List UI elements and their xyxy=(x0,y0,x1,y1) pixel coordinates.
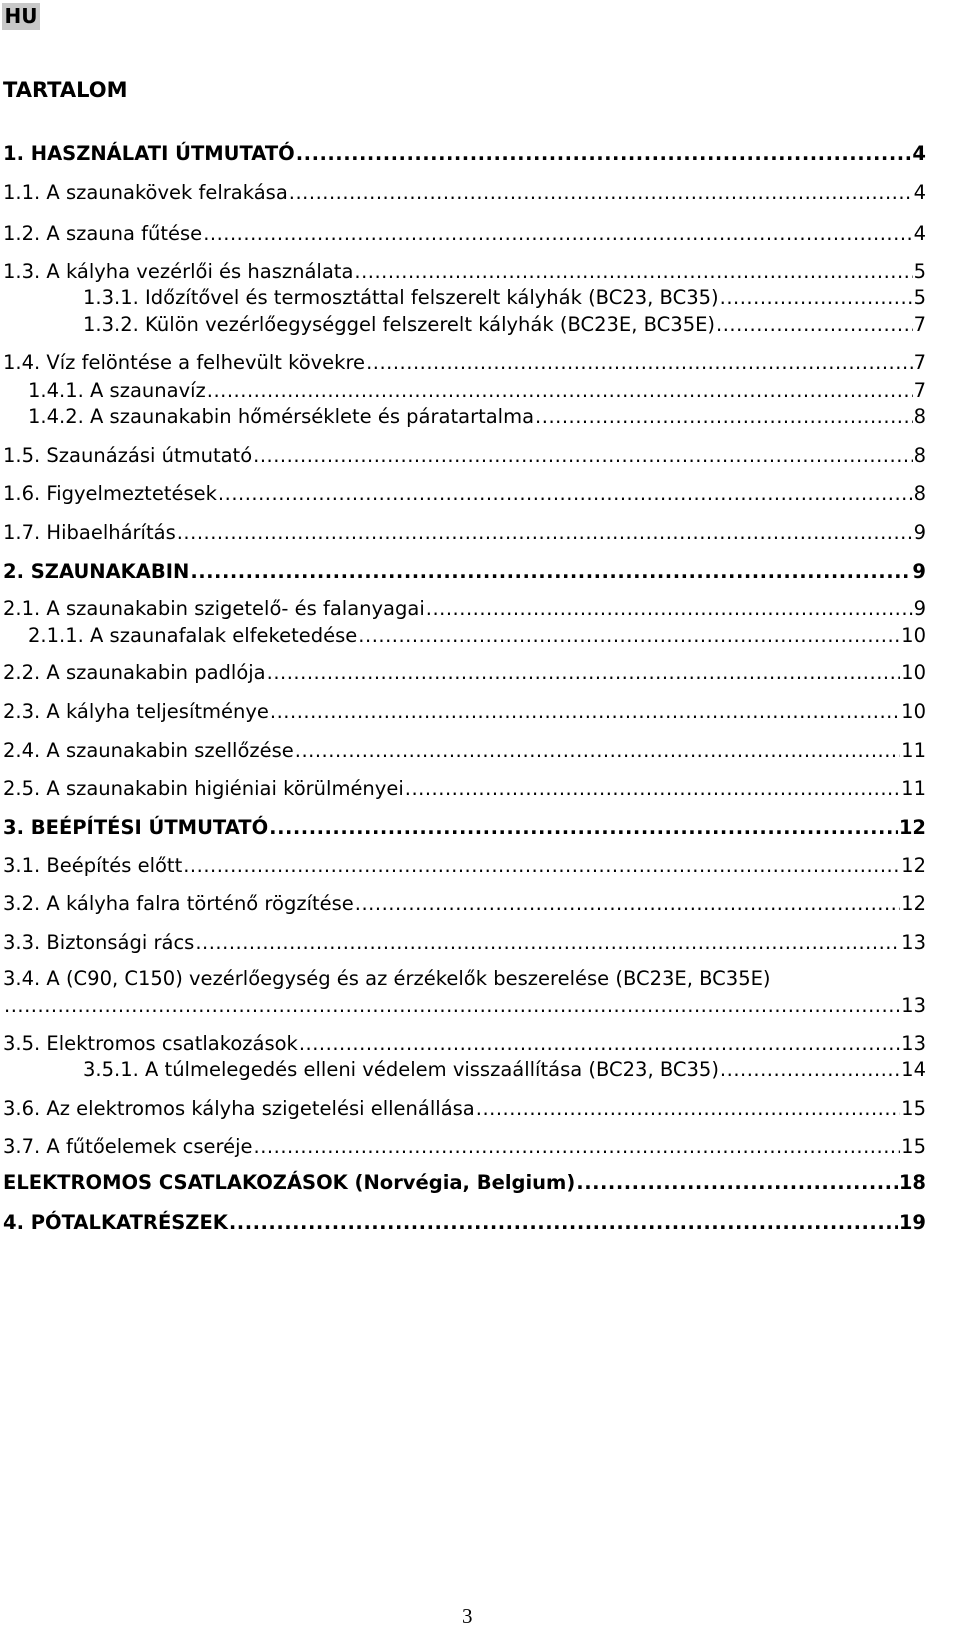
toc-entry-label: 3.5. Elektromos csatlakozások xyxy=(3,1032,298,1055)
toc-entry-label: 3.5.1. A túlmelegedés elleni védelem visszaállítása (BC23, BC35) xyxy=(83,1058,719,1081)
language-badge: HU xyxy=(2,3,40,30)
toc-entry-page: 13 xyxy=(901,1032,926,1055)
toc-entry-label: 1.4. Víz felöntése a felhevült kövekre xyxy=(3,351,366,374)
toc-entry-page: 4 xyxy=(913,181,926,204)
toc-entry-label: ELEKTROMOS CSATLAKOZÁSOK (Norvégia, Belgium) xyxy=(3,1171,576,1194)
toc-entry[interactable] xyxy=(3,776,926,802)
toc-entry-page: 9 xyxy=(913,521,926,544)
toc-entry[interactable] xyxy=(3,141,926,167)
toc-leader-dots xyxy=(426,596,913,622)
toc-entry[interactable] xyxy=(3,738,926,764)
toc-entry[interactable] xyxy=(3,481,926,507)
toc-entry-page: 12 xyxy=(901,892,926,915)
toc-entry-page: 4 xyxy=(913,222,926,245)
toc-entry[interactable] xyxy=(3,1134,926,1160)
toc-entry-page: 9 xyxy=(912,560,926,583)
toc-leader-dots xyxy=(355,891,900,917)
toc-entry-label: 3.7. A fűtőelemek cseréje xyxy=(3,1135,253,1158)
toc-leader-dots xyxy=(720,1057,900,1083)
toc-leader-dots xyxy=(476,1096,900,1122)
toc-entry-page: 10 xyxy=(901,700,926,723)
toc-entry[interactable] xyxy=(3,891,926,917)
toc-entry-page: 18 xyxy=(898,1171,926,1194)
toc-entry-page: 14 xyxy=(901,1058,926,1081)
toc-entry-page: 5 xyxy=(913,260,926,283)
toc-leader-dots xyxy=(535,404,913,430)
toc-leader-dots xyxy=(720,285,913,311)
toc-entry[interactable] xyxy=(28,404,926,430)
toc-entry-page: 15 xyxy=(901,1135,926,1158)
toc-leader-dots xyxy=(177,520,913,546)
toc-entry-label: 1.7. Hibaelhárítás xyxy=(3,521,176,544)
toc-leader-dots xyxy=(299,1031,900,1057)
toc-leader-dots xyxy=(716,312,913,338)
toc-entry[interactable] xyxy=(3,1210,926,1236)
toc-leader-dots xyxy=(576,1170,898,1196)
page-number: 3 xyxy=(462,1604,473,1628)
toc-entry-page: 8 xyxy=(913,405,926,428)
toc-entry-label: 2.1.1. A szaunafalak elfeketedése xyxy=(28,624,358,647)
toc-entry[interactable] xyxy=(3,221,926,247)
toc-entry[interactable] xyxy=(3,350,926,376)
toc-entry-label: 3.2. A kályha falra történő rögzítése xyxy=(3,892,354,915)
toc-leader-dots xyxy=(358,623,900,649)
toc-entry-page: 12 xyxy=(898,816,926,839)
toc-entry-label: 4. PÓTALKATRÉSZEK xyxy=(3,1211,228,1234)
toc-entry-label: 3. BEÉPÍTÉSI ÚTMUTATÓ xyxy=(3,816,269,839)
toc-entry-label: 2.4. A szaunakabin szellőzése xyxy=(3,739,294,762)
toc-entry[interactable] xyxy=(3,520,926,546)
toc-title: TARTALOM xyxy=(3,78,128,102)
toc-entry[interactable] xyxy=(3,1170,926,1196)
toc-leader-dots xyxy=(254,1134,901,1160)
toc-entry[interactable] xyxy=(83,312,926,338)
toc-leader-dots xyxy=(354,259,912,285)
toc-entry-page: 7 xyxy=(913,351,926,374)
toc-entry-label: 3.3. Biztonsági rács xyxy=(3,931,195,954)
toc-entry[interactable] xyxy=(3,930,926,956)
toc-entry-page: 7 xyxy=(913,379,926,402)
toc-entry[interactable] xyxy=(83,1057,926,1083)
toc-entry-page: 11 xyxy=(901,777,926,800)
toc-entry-label: 2.3. A kályha teljesítménye xyxy=(3,700,269,723)
toc-entry-page: 10 xyxy=(901,661,926,684)
toc-entry[interactable] xyxy=(3,853,926,879)
toc-entry-page: 13 xyxy=(901,931,926,954)
toc-entry-label: 1.6. Figyelmeztetések xyxy=(3,482,217,505)
toc-entry-label: 2.1. A szaunakabin szigetelő- és falanyagai xyxy=(3,597,425,620)
toc-entry-page: 13 xyxy=(901,994,926,1017)
toc-leader-dots xyxy=(289,180,913,206)
toc-entry[interactable] xyxy=(3,699,926,725)
toc-leader-dots xyxy=(270,699,900,725)
toc-leader-dots xyxy=(203,221,912,247)
toc-entry-label: 1.3.1. Időzítővel és termosztáttal felszerelt kályhák (BC23, BC35) xyxy=(83,286,719,309)
toc-entry[interactable] xyxy=(3,180,926,206)
toc-entry-label: 1.4.2. A szaunakabin hőmérséklete és páratartalma xyxy=(28,405,535,428)
toc-entry-label: 2.2. A szaunakabin padlója xyxy=(3,661,266,684)
toc-entry[interactable] xyxy=(3,259,926,285)
toc-entry[interactable] xyxy=(83,285,926,311)
toc-leader-dots xyxy=(218,481,913,507)
toc-entry-label: 1.4.1. A szaunavíz xyxy=(28,379,206,402)
toc-entry-page: 7 xyxy=(913,313,926,336)
toc-leader-dots xyxy=(190,559,911,585)
toc-entry-page: 8 xyxy=(913,482,926,505)
toc-entry[interactable] xyxy=(28,378,926,404)
toc-leader-dots xyxy=(183,853,900,879)
toc-entry[interactable] xyxy=(28,623,926,649)
toc-leader-dots xyxy=(269,815,898,841)
toc-entry[interactable] xyxy=(3,966,926,992)
toc-leader-dots xyxy=(366,350,913,376)
toc-leader-dots xyxy=(4,993,900,1019)
toc-leader-dots xyxy=(207,378,913,404)
toc-entry[interactable] xyxy=(3,1096,926,1122)
toc-entry[interactable] xyxy=(3,596,926,622)
toc-leader-dots xyxy=(253,443,912,469)
toc-entry-label: 1.5. Szaunázási útmutató xyxy=(3,444,253,467)
toc-entry-label: 2. SZAUNAKABIN xyxy=(3,560,190,583)
toc-entry-page: 19 xyxy=(898,1211,926,1234)
toc-entry-label: 3.6. Az elektromos kályha szigetelési ellenállása xyxy=(3,1097,475,1120)
toc-leader-dots xyxy=(195,930,900,956)
toc-entry-page: 11 xyxy=(901,739,926,762)
toc-entry-label: 3.4. A (C90, C150) vezérlőegység és az érzékelők beszerelése (BC23E, BC35E) xyxy=(3,967,771,990)
toc-entry[interactable] xyxy=(3,443,926,469)
toc-entry-label: 1.1. A szaunakövek felrakása xyxy=(3,181,288,204)
toc-leader-dots xyxy=(295,738,900,764)
toc-leader-dots xyxy=(405,776,900,802)
toc-entry-label: 1.2. A szauna fűtése xyxy=(3,222,203,245)
toc-entry[interactable] xyxy=(3,1031,926,1057)
toc-entry-label: 1.3. A kályha vezérlői és használata xyxy=(3,260,354,283)
toc-entry[interactable] xyxy=(3,815,926,841)
toc-entry-page: 10 xyxy=(901,624,926,647)
toc-entry[interactable] xyxy=(3,993,926,1019)
toc-entry-label: 3.1. Beépítés előtt xyxy=(3,854,183,877)
toc-entry-page: 5 xyxy=(913,286,926,309)
toc-entry-page: 8 xyxy=(913,444,926,467)
toc-leader-dots xyxy=(296,141,912,167)
toc-entry-page: 9 xyxy=(913,597,926,620)
toc-entry-page: 15 xyxy=(901,1097,926,1120)
toc-entry[interactable] xyxy=(3,660,926,686)
toc-entry[interactable] xyxy=(3,559,926,585)
toc-entry-label: 1. HASZNÁLATI ÚTMUTATÓ xyxy=(3,142,295,165)
toc-entry-page: 4 xyxy=(912,142,926,165)
toc-entry-label: 2.5. A szaunakabin higiéniai körülményei xyxy=(3,777,404,800)
toc-leader-dots xyxy=(267,660,901,686)
toc-leader-dots xyxy=(229,1210,898,1236)
toc-entry-page: 12 xyxy=(901,854,926,877)
toc-entry-label: 1.3.2. Külön vezérlőegységgel felszerelt kályhák (BC23E, BC35E) xyxy=(83,313,716,336)
